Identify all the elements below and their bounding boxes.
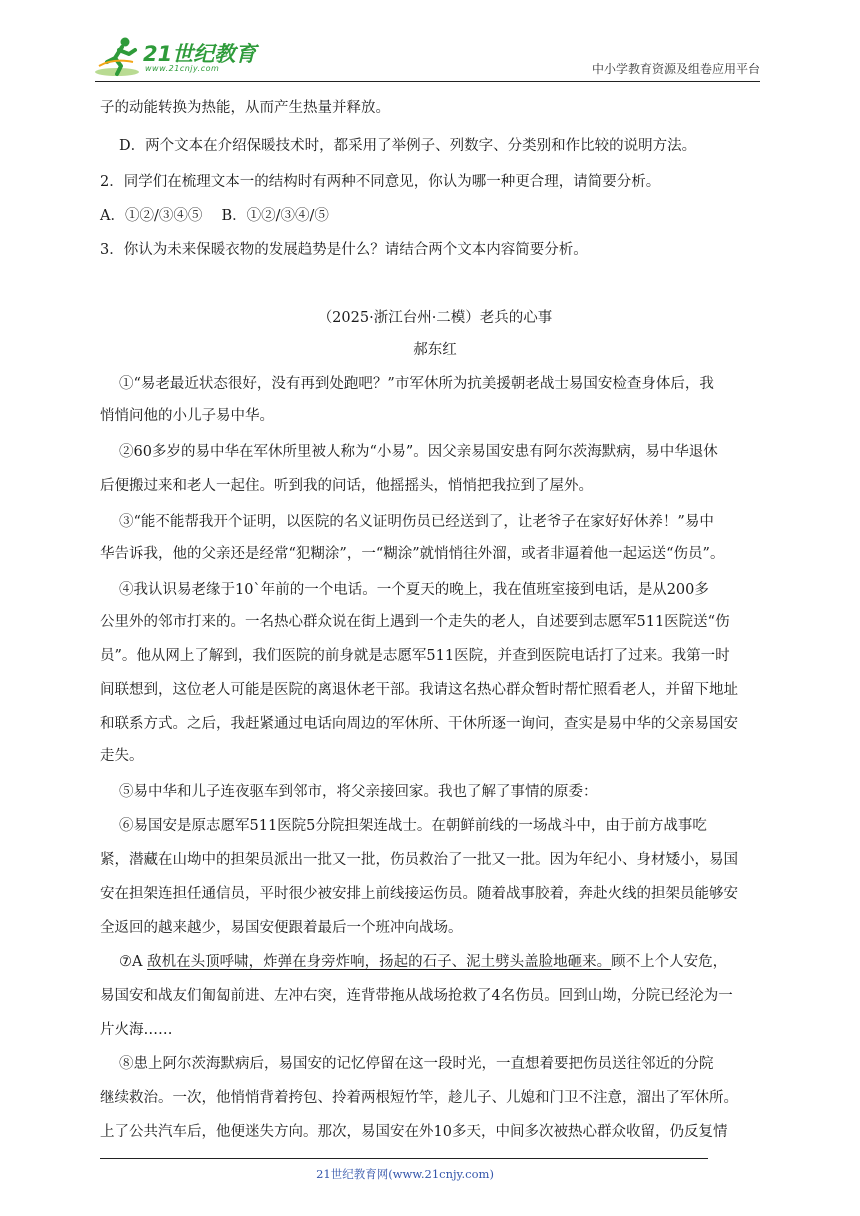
paragraph-line: 悄悄问他的小儿子易中华。 [100, 408, 274, 424]
paragraph-line: ①“易老最近状态很好，没有再到处跑吧？”市军休所为抗美援朝老战士易国安检查身体后，我 [119, 376, 714, 392]
paragraph-line: ②60多岁的易中华在军休所里被人称为“小易”。因父亲易国安患有阿尔茨海默病，易中华退休 [119, 444, 718, 460]
paragraph-line: 走失。 [100, 748, 144, 764]
paragraph-line: 全返回的越来越少，易国安便跟着最后一个班冲向战场。 [100, 920, 463, 936]
paragraph-line [119, 952, 727, 972]
runner-logo-icon [95, 36, 145, 78]
paragraph-line: 上了公共汽车后，他便迷失方向。那次，易国安在外10多天，中间多次被热心群众收留，仍反复情 [100, 1124, 728, 1140]
marker-a: ⑦A [119, 954, 148, 970]
paragraph-line: 继续救治。一次，他悄悄背着挎包、拎着两根短竹竿，趁儿子、儿媳和门卫不注意，溜出了军休所。 [100, 1090, 738, 1106]
question-2: 2．同学们在梳理文本一的结构时有两种不同意见，你认为哪一种更合理，请简要分析。 [100, 174, 661, 190]
option-d: D．两个文本在介绍保暖技术时，都采用了举例子、列数字、分类别和作比较的说明方法。 [119, 138, 697, 154]
platform-name: 中小学教育资源及组卷应用平台 [591, 62, 760, 76]
page-header [95, 30, 760, 82]
paragraph-line: 间联想到，这位老人可能是医院的离退休老干部。我请这名热心群众暂时帮忙照看老人，并留下地址 [100, 682, 738, 698]
paragraph-line: 易国安和战友们匍匐前进、左冲右突，连背带拖从战场抢救了4名伤员。回到山坳，分院已经沦为一 [100, 988, 733, 1004]
paragraph-line: 和联系方式。之后，我赶紧通过电话向周边的军休所、干休所逐一询问，查实是易中华的父亲易国安 [100, 716, 738, 732]
paragraph-line: ⑤易中华和儿子连夜驱车到邻市，将父亲接回家。我也了解了事情的原委： [119, 784, 598, 800]
paragraph-line: 后便搬过来和老人一起住。听到我的问话，他摇摇头，悄悄把我拉到了屋外。 [100, 478, 593, 494]
underlined-sentence: 敌机在头顶呼啸，炸弹在身旁炸响，扬起的石子、泥土劈头盖脸地砸来。 [147, 954, 612, 970]
logo-url: www.21cnjy.com [145, 64, 220, 73]
text-line: 子的动能转换为热能，从而产生热量并释放。 [100, 100, 390, 116]
question-3: 3．你认为未来保暖衣物的发展趋势是什么？请结合两个文本内容简要分析。 [100, 242, 588, 258]
paragraph-line: 片火海…… [100, 1022, 173, 1038]
site-logo[interactable] [95, 36, 265, 80]
paragraph-line: ⑧患上阿尔茨海默病后，易国安的记忆停留在这一段时光，一直想着要把伤员送往邻近的分院 [119, 1056, 714, 1072]
logo-text: 21世纪教育 [143, 42, 257, 66]
sentence-tail: 顾不上个人安危， [611, 954, 728, 970]
article-title: （2025·浙江台州·二模）老兵的心事 [317, 310, 553, 326]
paragraph-line: ④我认识易老缘于10`年前的一个电话。一个夏天的晚上，我在值班室接到电话，是从200多 [119, 582, 709, 598]
article-author: 郝东红 [413, 342, 457, 358]
page-footer[interactable]: 21世纪教育网(www.21cnjy.com) [316, 1167, 494, 1181]
paragraph-line: 员”。他从网上了解到，我们医院的前身就是志愿军511医院，并查到医院电话打了过来。我第一时 [100, 648, 730, 664]
paragraph-line: ③“能不能帮我开个证明，以医院的名义证明伤员已经送到了，让老爷子在家好好休养！”易中 [119, 514, 714, 530]
footer-divider [100, 1158, 708, 1159]
header-divider [95, 81, 760, 82]
question-2-options: A．①②/③④⑤ B．①②/③④/⑤ [100, 208, 329, 224]
paragraph-line: 华告诉我，他的父亲还是经常“犯糊涂”，一“糊涂”就悄悄往外溜，或者非逼着他一起运送“伤员”。 [100, 546, 725, 562]
paragraph-line: 公里外的邻市打来的。一名热心群众说在街上遇到一个走失的老人，自述要到志愿军511医院送“伤 [100, 614, 730, 630]
paragraph-line: ⑥易国安是原志愿军511医院5分院担架连战士。在朝鲜前线的一场战斗中，由于前方战事吃 [119, 818, 707, 834]
paragraph-line: 紧，潜藏在山坳中的担架员派出一批又一批，伤员救治了一批又一批。因为年纪小、身材矮小，易国 [100, 852, 738, 868]
paragraph-line: 安在担架连担任通信员，平时很少被安排上前线接运伤员。随着战事胶着，奔赴火线的担架员能够安 [100, 886, 738, 902]
